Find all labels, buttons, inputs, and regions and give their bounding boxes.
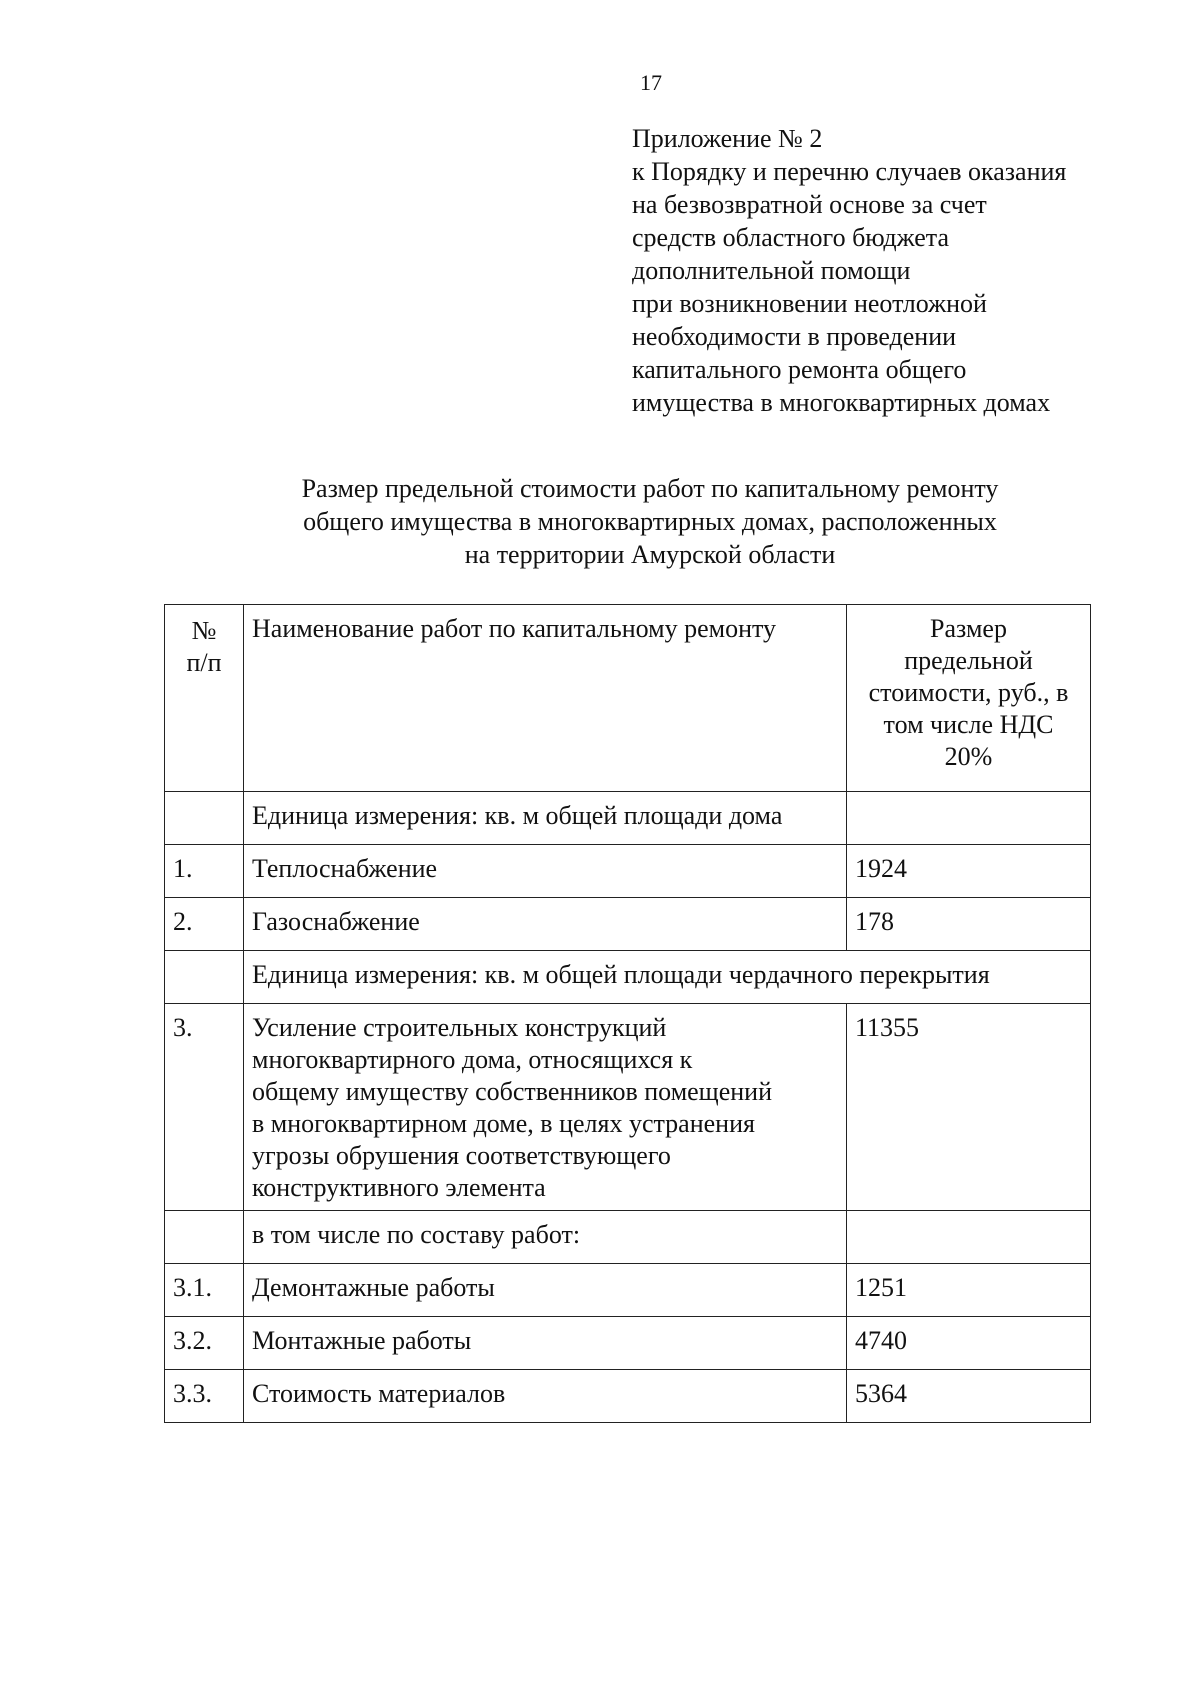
title-line: на территории Амурской области (464, 540, 836, 569)
appendix-line: к Порядку и перечню случаев оказания (632, 157, 1067, 186)
table-row (165, 845, 1091, 898)
title-line: Размер предельной стоимости работ по капитальному ремонту (301, 474, 999, 503)
header-cost (847, 605, 1091, 792)
appendix-line: капитального ремонта общего (632, 355, 967, 384)
row-cost: 11355 (847, 1004, 1091, 1211)
appendix-line: на безвозвратной основе за счет (632, 190, 987, 219)
row-name: Стоимость материалов (244, 1370, 847, 1423)
row-cost: 1924 (847, 845, 1091, 898)
unit-row (165, 792, 1091, 845)
appendix-line: дополнительной помощи (632, 256, 911, 285)
page-number: 17 (640, 70, 662, 95)
row-cost: 4740 (847, 1317, 1091, 1370)
table-row (165, 1317, 1091, 1370)
unit-row (165, 951, 1091, 1004)
unit-empty-cell (165, 792, 244, 845)
including-label: в том числе по составу работ: (244, 1211, 847, 1264)
title-line: общего имущества в многоквартирных домах, расположенных (303, 507, 997, 536)
header-number-abbr: п/п (186, 648, 222, 677)
table-row (165, 1004, 1091, 1211)
including-empty-cell (165, 1211, 244, 1264)
row-name-line: Усиление строительных конструкций (252, 1013, 667, 1042)
row-name-line: угрозы обрушения соответствующего (252, 1141, 671, 1170)
header-cost-line: Размер (930, 614, 1007, 643)
row-number: 3.1. (165, 1264, 244, 1317)
unit-label: Единица измерения: кв. м общей площади дома (244, 792, 847, 845)
row-name (244, 1004, 847, 1211)
cost-table (164, 604, 1091, 1423)
row-name: Демонтажные работы (244, 1264, 847, 1317)
appendix-line: Приложение № 2 (632, 124, 823, 153)
row-number: 3.3. (165, 1370, 244, 1423)
appendix-line: при возникновении неотложной (632, 289, 987, 318)
row-name-line: общему имуществу собственников помещений (252, 1077, 772, 1106)
header-cost-line: предельной (904, 646, 1033, 675)
row-name-line: многоквартирного дома, относящихся к (252, 1045, 693, 1074)
including-empty-cell (847, 1211, 1091, 1264)
row-name-line: в многоквартирном доме, в целях устранения (252, 1109, 755, 1138)
header-cost-line: том числе НДС (883, 710, 1054, 739)
row-number: 2. (165, 898, 244, 951)
row-name: Теплоснабжение (244, 845, 847, 898)
table-row (165, 898, 1091, 951)
row-name-line: конструктивного элемента (252, 1173, 546, 1202)
table-row (165, 1264, 1091, 1317)
appendix-line: имущества в многоквартирных домах (632, 388, 1051, 417)
document-title (150, 472, 1150, 571)
unit-empty-cell (165, 951, 244, 1004)
header-cost-line: 20% (944, 742, 993, 771)
unit-label: Единица измерения: кв. м общей площади чердачного перекрытия (244, 951, 1091, 1004)
row-number: 3. (165, 1004, 244, 1211)
header-number-sign: № (191, 616, 217, 645)
table-header-row (165, 605, 1091, 792)
appendix-line: средств областного бюджета (632, 223, 950, 252)
header-name: Наименование работ по капитальному ремонту (244, 605, 847, 792)
including-row (165, 1211, 1091, 1264)
row-cost: 5364 (847, 1370, 1091, 1423)
row-cost: 178 (847, 898, 1091, 951)
row-cost: 1251 (847, 1264, 1091, 1317)
row-name: Газоснабжение (244, 898, 847, 951)
row-name: Монтажные работы (244, 1317, 847, 1370)
table-row (165, 1370, 1091, 1423)
appendix-line: необходимости в проведении (632, 322, 957, 351)
row-number: 3.2. (165, 1317, 244, 1370)
header-number (165, 605, 244, 792)
unit-empty-cell (847, 792, 1091, 845)
row-number: 1. (165, 845, 244, 898)
header-cost-line: стоимости, руб., в (868, 678, 1069, 707)
appendix-block (632, 122, 1152, 419)
